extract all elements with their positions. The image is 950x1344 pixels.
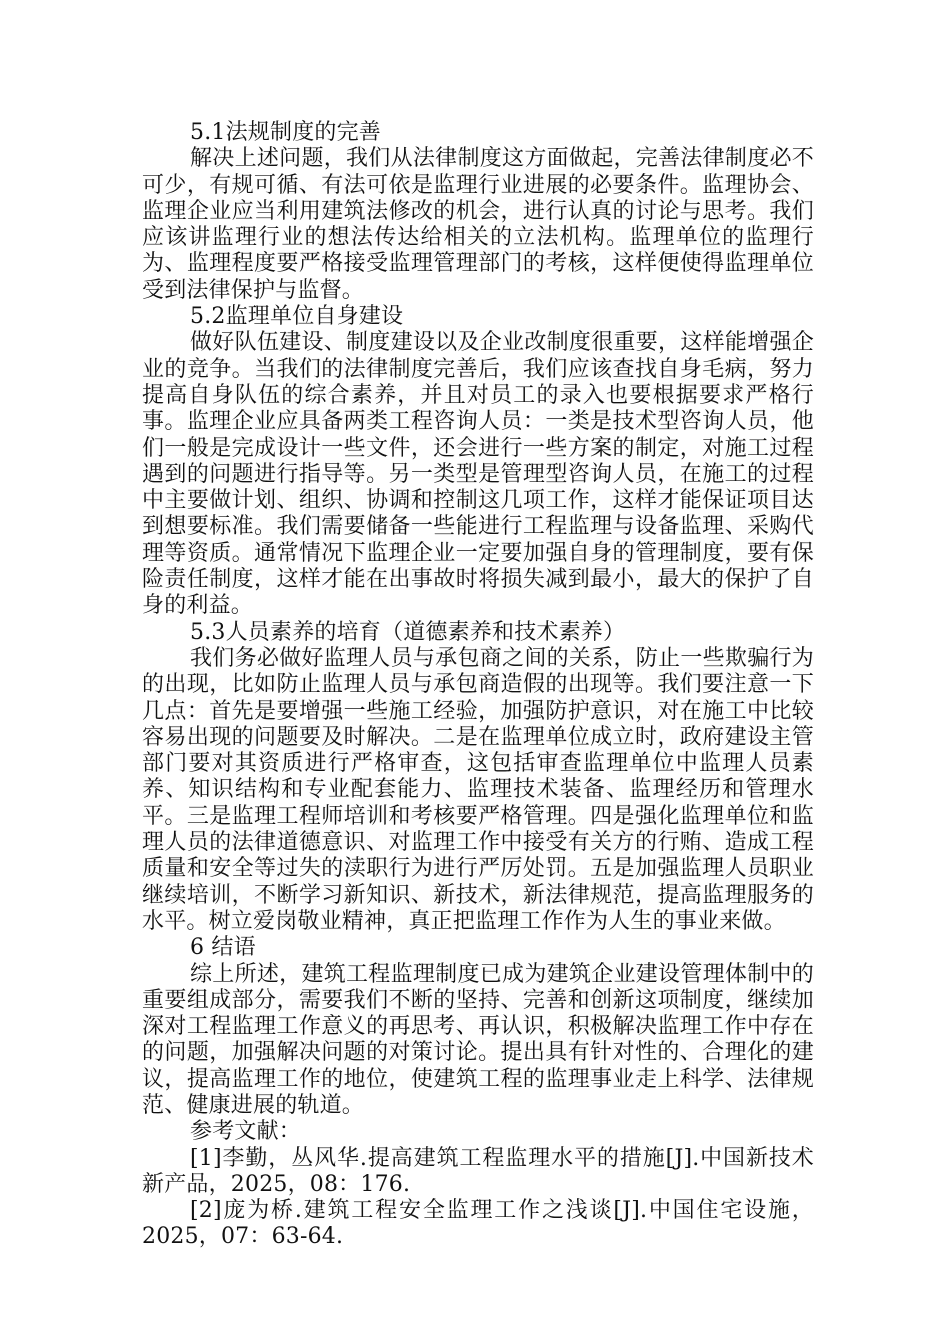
section-heading-6: 6 结语 [190, 935, 256, 961]
reference-item-2: [2]庞为桥.建筑工程安全监理工作之浅谈[J].中国住宅设施，2025，07：63-64. [142, 1198, 814, 1250]
reference-item-1: [1]李勤，丛风华.提高建筑工程监理水平的措施[J].中国新技术新产品，2025，08：176. [142, 1145, 814, 1197]
section-heading-5-1: 5.1法规制度的完善 [190, 120, 381, 145]
section-body-5-2: 做好队伍建设、制度建设以及企业改制度很重要，这样能增强企业的竞争。当我们的法律制度完善后，我们应该查找自身毛病，努力提高自身队伍的综合素养，并且对员工的录入也要根据要求严格行事。监理企业应具备两类工程咨询人员：一类是技术型咨询人员，他们一般是完成设计一些文件，还会进行一些方案的制定，对施工过程遇到的问题进行指导等。另一类型是管理型咨询人员，在施工的过程中主要做计划、组织、协调和控制这几项工作，这样才能保证项目达到想要标准。我们需要储备一些能进行工程监理与设备监理、采购代理等资质。通常情况下监理企业一定要加强自身的管理制度，要有保险责任制度，这样才能在出事故时将损失减到最小，最大的保护了自身的利益。 [142, 330, 814, 619]
section-body-5-3: 我们务必做好监理人员与承包商之间的关系，防止一些欺骗行为的出现，比如防止监理人员与承包商造假的出现等。我们要注意一下几点：首先是要增强一些施工经验，加强防护意识，对在施工中比较容易出现的问题要及时解决。二是在监理单位成立时，政府建设主管部门要对其资质进行严格审查，这包括审查监理单位中监理人员素养、知识结构和专业配套能力、监理技术装备、监理经历和管理水平。三是监理工程师培训和考核要严格管理。四是强化监理单位和监理人员的法律道德意识、对监理工作中接受有关方的行贿、造成工程质量和安全等过失的渎职行为进行严厉处罚。五是加强监理人员职业继续培训，不断学习新知识、新技术，新法律规范，提高监理服务的水平。树立爱岗敬业精神，真正把监理工作作为人生的事业来做。 [142, 645, 814, 934]
section-heading-5-3: 5.3人员素养的培育（道德素养和技术素养） [190, 619, 626, 645]
references-heading: 参考文献： [190, 1119, 302, 1145]
section-body-6: 综上所述，建筑工程监理制度已成为建筑企业建设管理体制中的重要组成部分，需要我们不断的坚持、完善和创新这项制度，继续加深对工程监理工作意义的再思考、再认识，积极解决监理工作中存在的问题，加强解决问题的对策讨论。提出具有针对性的、合理化的建议，提高监理工作的地位，使建筑工程的监理事业走上科学、法律规范、健康进展的轨道。 [142, 961, 814, 1118]
section-body-5-1: 解决上述问题，我们从法律制度这方面做起，完善法律制度必不可少，有规可循、有法可依是监理行业进展的必要条件。监理协会、监理企业应当利用建筑法修改的机会，进行认真的讨论与思考。我们应该讲监理行业的想法传达给相关的立法机构。监理单位的监理行为、监理程度要严格接受监理管理部门的考核，这样便使得监理单位受到法律保护与监督。 [142, 146, 814, 303]
document-page [142, 120, 814, 1251]
section-heading-5-2: 5.2监理单位自身建设 [190, 304, 404, 330]
